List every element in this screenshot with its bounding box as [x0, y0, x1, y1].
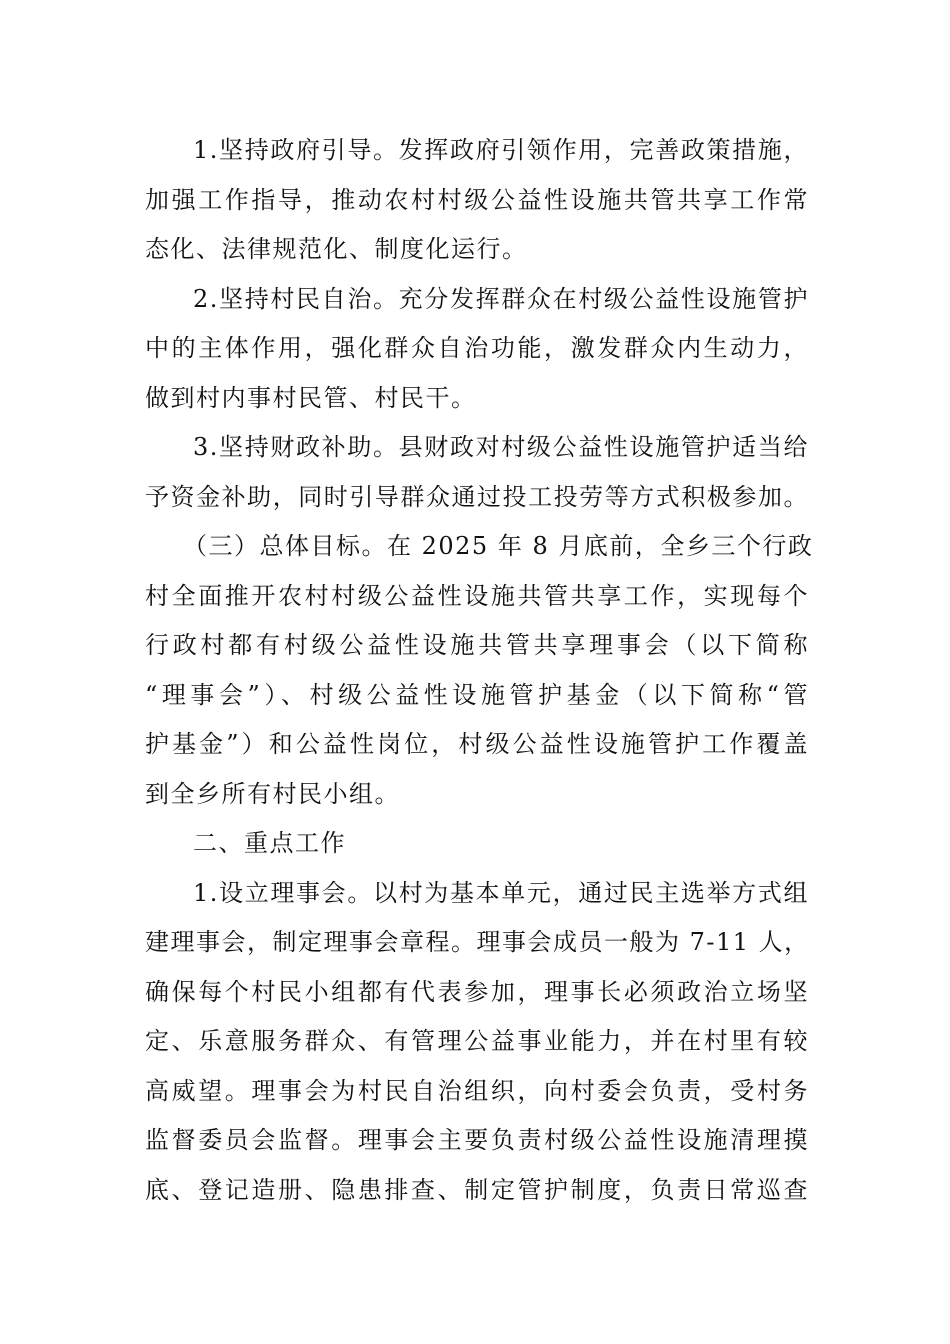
paragraph-principle-fiscal-subsidy [145, 423, 809, 522]
text-line: 予资金补助，同时引导群众通过投工投劳等方式积极参加。 [145, 482, 809, 511]
text-line: “理事会”）、村级公益性设施管护基金（以下简称“管 [145, 680, 809, 709]
document-body [145, 126, 814, 1215]
text-line: 监督委员会监督。理事会主要负责村级公益性设施清理摸 [145, 1126, 809, 1154]
text-line: （三）总体目标。在 2025 年 8 月底前，全乡三个行政 [183, 532, 814, 560]
text-line: 做到村内事村民管、村民干。 [145, 383, 477, 412]
text-line: 确保每个村民小组都有代表参加，理事长必须政治立场坚 [145, 977, 809, 1006]
text-line: 底、登记造册、隐患排查、制定管护制度，负责日常巡查 [145, 1175, 809, 1204]
text-line: 中的主体作用，强化群众自治功能，激发群众内生动力， [145, 334, 809, 362]
text-line: 护基金”）和公益性岗位，村级公益性设施管护工作覆盖 [145, 730, 809, 758]
section-heading-key-work [145, 819, 809, 869]
text-line: 态化、法律规范化、制度化运行。 [145, 235, 528, 263]
text-line: 1.坚持政府引导。发挥政府引领作用，完善政策措施， [193, 136, 809, 164]
paragraph-principle-government-guidance [145, 126, 809, 275]
text-line: 定、乐意服务群众、有管理公益事业能力，并在村里有较 [145, 1027, 809, 1055]
text-line: 3.坚持财政补助。县财政对村级公益性设施管护适当给 [193, 433, 809, 461]
text-line: 到全乡所有村民小组。 [145, 779, 400, 808]
paragraph-establish-council [145, 869, 809, 1216]
text-line: 村全面推开农村村级公益性设施共管共享工作，实现每个 [145, 581, 809, 610]
text-line: 加强工作指导，推动农村村级公益性设施共管共享工作常 [145, 185, 809, 214]
section-heading: 二、重点工作 [193, 829, 346, 857]
paragraph-principle-villager-autonomy [145, 275, 809, 424]
text-line: 2.坚持村民自治。充分发挥群众在村级公益性设施管护 [193, 284, 809, 313]
text-line: 高威望。理事会为村民自治组织，向村委会负责，受村务 [145, 1076, 809, 1105]
text-line: 建理事会，制定理事会章程。理事会成员一般为 7-11 人， [145, 928, 810, 956]
paragraph-overall-goal [145, 522, 814, 819]
text-line: 行政村都有村级公益性设施共管共享理事会（以下简称 [145, 631, 809, 659]
text-line: 1.设立理事会。以村为基本单元，通过民主选举方式组 [193, 878, 809, 907]
